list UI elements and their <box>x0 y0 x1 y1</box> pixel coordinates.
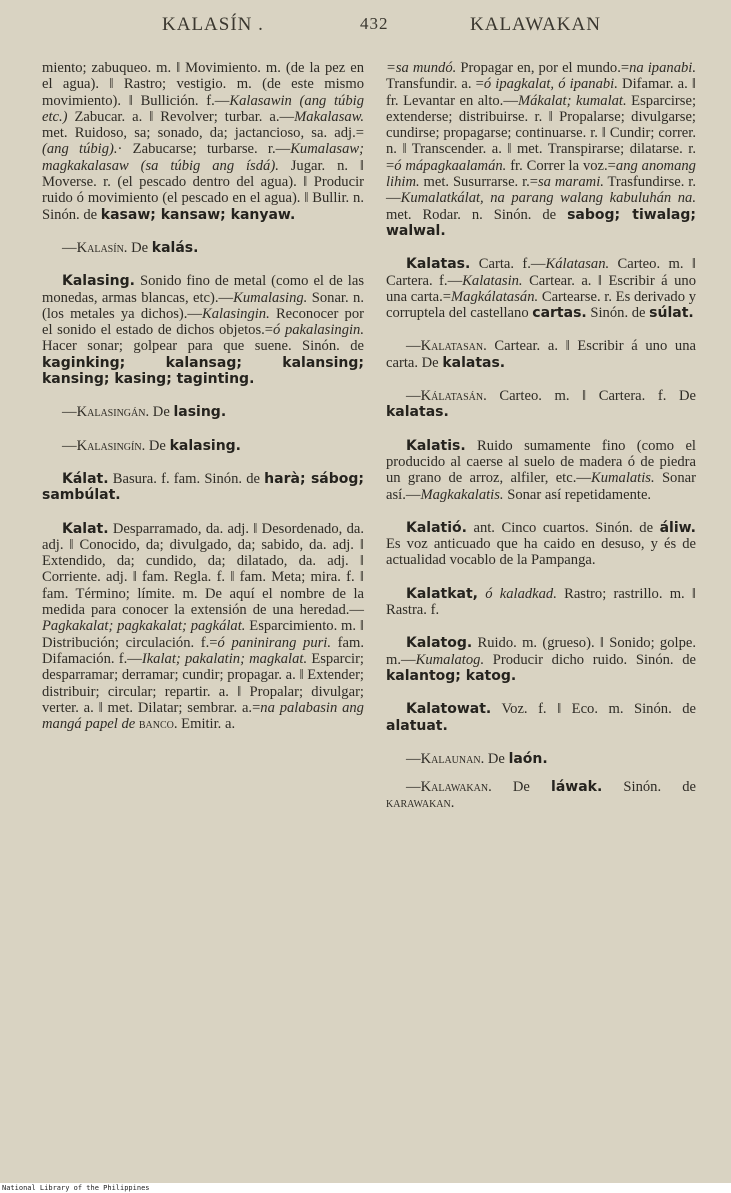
headword: Kalatas. <box>406 256 471 273</box>
synonyms: súlat. <box>649 305 694 322</box>
header-left-guideword: KALASÍN . <box>162 14 264 35</box>
header-right-guideword: KALAWAKAN <box>470 14 601 35</box>
entry-kalat: Kalat. Desparramado, da. adj. ‖ Desordenado, da. adj. ‖ Conocido, da; divulgado, da; sabido, da. adj. ‖ Extendido, da; cundido, da; dilatado, da. adj. ‖ Corriente. adj. ‖ fam. Regla. f. ‖ fam. Meta; mira. f. ‖ fam. Término; límite. m. De aquí el nombre de la medida para conocer la extensión de una heredad.—Pagkakalat; pagkakalat; pagkálat. Esparcimiento. m. ‖ Distribución; circulación. f.=ó paninirang puri. fam. Difamación. f.—Ikalat; pakalatin; magkalat. Esparcir; desparramar; derramar; cundir; propagar. a. ‖ Extender; distribuir; circular; repartir. a. ‖ Propalar; divulgar; verter. a. ‖ met. Dilatar; sembrar. a.=na palabasin ang mangá papel de banco. Emitir. a. <box>42 520 365 733</box>
synonyms: harà; sábog; sambúlat. <box>42 470 364 504</box>
synonyms: alatuat. <box>386 717 448 734</box>
synonyms: kalantog; katog. <box>386 667 517 684</box>
library-credit-footer <box>0 1183 731 1193</box>
entry-kalatog: Kalatog. Ruido. m. (grueso). ‖ Sonido; golpe. m.—Kumalatog. Producir dicho ruido. Sinón. de kalantog; katog. <box>386 635 696 684</box>
synonyms: sabog; tiwalag; walwal. <box>386 206 697 239</box>
page-header <box>0 14 731 42</box>
entry-kalatasan-ref: —Kalatasan. Cartear. a. ‖ Escribir á uno una carta. De kalatas. <box>386 338 696 371</box>
entry-kalawakan-ref: —Kalawakan. De láwak. Sinón. de karawakan. <box>386 779 696 812</box>
entry-kalaunan-ref: —Kalaunan. De laón. <box>406 750 548 767</box>
headword: Kalatog. <box>406 635 473 652</box>
entry-kalasingan-ref: —Kalasingán. De lasing. <box>62 404 227 421</box>
entry-kalat-continued: =sa mundó. Propagar en, por el mundo.=na ipanabi. Transfundir. a. =ó ipagkalat, ó ipanabi. Difamar. a. ‖ fr. Levantar en alto.—Mákalat; kumalat. Esparcirse; extenderse; distribuirse. r. ‖ Propalarse; divulgarse; cundirse; propagarse; continuarse. r. ‖ Cundir; correr. n. ‖ Transcender. a. ‖ met. Transpirarse; dilatarse. r. =ó mápagkaalamán. fr. Correr la voz.=ang anomang lihim. met. Susurrarse. r.=sa marami. Trasfundirse. r.—Kumalatkálat, na parang walang kabuluhán na. met. Rodar. n. Sinón. de sabog; tiwalag; walwal. <box>386 60 697 239</box>
entry-kalatowat: Kalatowat. Voz. f. ‖ Eco. m. Sinón. de alatuat. <box>386 701 696 734</box>
headword: Kalatió. <box>406 519 467 536</box>
entry-kalasin-ref: —Kalasín. De kalás. <box>62 239 199 256</box>
entry-kalatkat: Kalatkat, ó kaladkad. Rastro; rastrillo. m. ‖ Rastra. f. <box>386 585 697 619</box>
entry-kalasingin-ref: —Kalasingín. De kalasing. <box>62 437 242 454</box>
headword: Kalatis. <box>406 437 466 454</box>
library-credit: National Library of the Philippines <box>2 1184 150 1192</box>
entry-kalasaw-continued: miento; zabuqueo. m. ‖ Movimiento. m. (de la pez en el agua). ‖ Rastro; vestigio. m. (de este mismo movimiento). ‖ Bullición. f.—Kalasawin (ang túbig etc.) Zabucar. a. ‖ Revolver; turbar. a.—Makalasaw. met. Ruidoso, sa; sonado, da; jactancioso, sa. adj.=(ang túbig).· Zabucarse; turbarse. r.—Kumalasaw; magkakalasaw (sa túbig ang ísdá). Jugar. n. ‖ Moverse. r. (el pescado dentro del agua). ‖ Producir ruido ó movimiento (el pescado en el agua). ‖ Bullir. n. Sinón. de kasaw; kansaw; kanyaw. <box>42 60 365 223</box>
entry-kalatas: Kalatas. Carta. f.—Kálatasan. Carteo. m. ‖ Cartera. f.—Kalatasin. Cartear. a. ‖ Escribir á uno una carta.=Magkálatasán. Cartearse. r. Es derivado y corruptela del castellano cartas. Sinón. de súlat. <box>386 256 697 322</box>
headword: Kalatowat. <box>406 701 492 718</box>
headword: Kalatkat, <box>406 585 479 602</box>
left-column <box>42 60 364 749</box>
headword: Kalasing. <box>62 273 135 290</box>
entry-kalasing: Kalasing. Sonido fino de metal (como el de las monedas, armas blancas, etc).—Kumalasing. Sonar. n. (los metales ya dichos).—Kalasingin. Reconocer por el sonido el estado de dichos objetos.=ó pakalasingin. Hacer sonar; golpear para que suene. Sinón. de kaginking; kalansag; kalansing; kansing; kasing; taginting. <box>42 273 364 388</box>
entry-kalatio: Kalatió. ant. Cinco cuartos. Sinón. de áliw. Es voz anticuado que ha caido en desuso, y és de actualidad vocablo de la Pampanga. <box>386 519 696 569</box>
synonyms: kaginking; kalansag; kalansing; kansing; kasing; taginting. <box>42 354 364 388</box>
entry-kalatis: Kalatis. Ruido sumamente fino (como el producido al caerse al suelo de madera ó de piedra un grano de arroz, alfiler, etc.—Kumalatis. Sonar así.—Magkakalatis. Sonar así repetidamente. <box>386 437 696 503</box>
synonyms: kasaw; kansaw; kanyaw. <box>100 206 296 223</box>
headword: Kálat. <box>62 470 109 487</box>
headword: Kalat. <box>62 520 109 537</box>
entry-kalat-basura: Kálat. Basura. f. fam. Sinón. de harà; sábog; sambúlat. <box>42 470 364 504</box>
page-number: 432 <box>360 14 389 33</box>
right-column <box>386 60 696 824</box>
entry-kalatasan-ref-2: —Kálatasán. Carteo. m. ‖ Cartera. f. De kalatas. <box>386 388 696 421</box>
